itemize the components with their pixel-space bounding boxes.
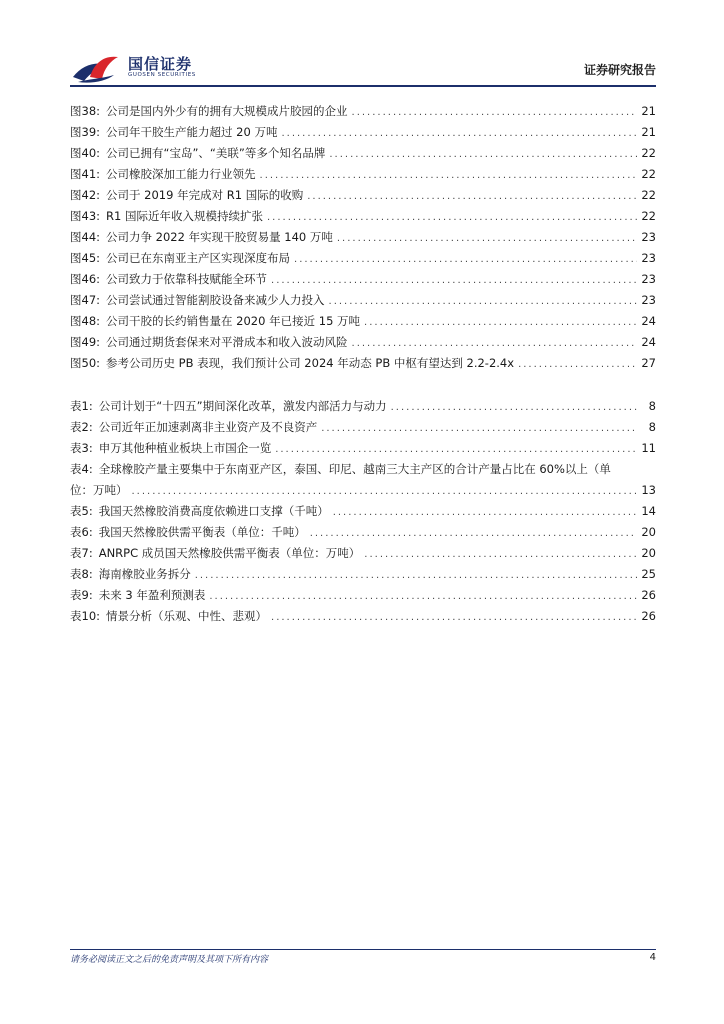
page-ref: 23 [641,293,656,307]
toc-figure-entry[interactable] [70,332,656,353]
table-number: 表9: [70,588,93,602]
toc-figure-entry[interactable] [70,311,656,332]
page-ref: 26 [641,609,656,623]
page-ref: 22 [641,209,656,223]
figure-number: 图38: [70,104,101,118]
footer-divider [70,949,656,950]
table-title-continued: 位：万吨） [70,483,128,497]
page-ref: 22 [641,167,656,181]
toc-table-entry[interactable] [70,543,656,564]
toc-figure-entry[interactable] [70,269,656,290]
table-title: 公司计划于“十四五”期间深化改革，激发内部活力与动力 [98,399,387,413]
dot-leader [337,228,638,249]
table-title: 全球橡胶产量主要集中于东南亚产区，泰国、印尼、越南三大主产区的合计产量占比在 60%以上（单 [98,462,611,476]
figure-list [70,101,656,374]
page-ref: 23 [641,272,656,286]
dot-leader [281,123,637,144]
toc-figure-entry[interactable] [70,206,656,227]
figure-title: 公司通过期货套保来对平滑成本和收入波动风险 [106,335,348,349]
figure-title: 公司已拥有“宝岛”、“美联”等多个知名品牌 [106,146,326,160]
figure-number: 图49: [70,335,101,349]
dot-leader [195,565,638,586]
dot-leader [294,249,637,270]
table-title: 申万其他种植业板块上市国企一览 [98,441,272,455]
logo-chinese-name: 国信证券 [128,55,193,73]
page-ref: 25 [641,567,656,581]
page-ref: 27 [641,356,656,370]
page-ref: 21 [641,104,656,118]
page-ref: 22 [641,188,656,202]
dot-leader [518,354,637,375]
table-number: 表1: [70,399,93,413]
footer-disclaimer: 请务必阅读正文之后的免责声明及其项下所有内容 [70,955,269,965]
page-ref: 13 [641,483,656,497]
figure-title: 参考公司历史 PB 表现，我们预计公司 2024 年动态 PB 中枢有望达到 2.2-2.4x [106,356,515,370]
dot-leader [364,312,637,333]
table-number: 表2: [70,420,93,434]
page-ref: 8 [648,420,656,434]
figure-number: 图44: [70,230,101,244]
page-ref: 23 [641,251,656,265]
toc-figure-entry[interactable] [70,290,656,311]
guosen-logo-icon [70,51,122,85]
toc-figure-entry[interactable] [70,122,656,143]
page-ref: 23 [641,230,656,244]
table-number: 表10: [70,609,101,623]
page-ref: 24 [641,314,656,328]
toc-table-entry[interactable] [70,501,656,522]
dot-leader [352,333,638,354]
dot-leader [321,418,638,439]
table-number: 表4: [70,462,93,476]
figure-title: 公司致力于依靠科技赋能全环节 [106,272,268,286]
figure-number: 图50: [70,356,101,370]
toc-table-entry[interactable] [70,396,656,417]
toc-table-entry[interactable] [70,564,656,585]
figure-number: 图46: [70,272,101,286]
dot-leader [271,607,637,628]
dot-leader [364,544,637,565]
toc-figure-entry[interactable] [70,227,656,248]
page-ref: 21 [641,125,656,139]
toc-figure-entry[interactable] [70,101,656,122]
figure-title: 公司橡胶深加工能力行业领先 [106,167,256,181]
logo-english-name: GUOSEN SECURITIES [128,72,196,78]
table-title: 公司近年正加速剥离非主业资产及不良资产 [98,420,318,434]
dot-leader [132,481,638,502]
toc-figure-entry[interactable] [70,164,656,185]
dot-leader [209,586,637,607]
dot-leader [307,186,637,207]
table-list [70,396,656,627]
figure-number: 图42: [70,188,101,202]
toc-figure-entry[interactable] [70,248,656,269]
toc-table-entry[interactable] [70,606,656,627]
figure-title: 公司于 2019 年完成对 R1 国际的收购 [106,188,304,202]
table-number: 表7: [70,546,93,560]
toc-table-entry[interactable] [70,522,656,543]
dot-leader [333,502,638,523]
figure-number: 图41: [70,167,101,181]
toc-table-entry[interactable] [70,417,656,438]
figure-title: 公司已在东南亚主产区实现深度布局 [106,251,291,265]
dot-leader [310,523,638,544]
table-number: 表3: [70,441,93,455]
header-divider [70,85,656,87]
page-ref: 20 [641,546,656,560]
table-title: ANRPC 成员国天然橡胶供需平衡表（单位：万吨） [98,546,361,560]
toc-table-entry[interactable] [70,585,656,606]
figure-number: 图48: [70,314,101,328]
figure-number: 图45: [70,251,101,265]
dot-leader [329,291,638,312]
page-ref: 14 [641,504,656,518]
page-ref: 26 [641,588,656,602]
table-number: 表5: [70,504,93,518]
figure-title: 公司尝试通过智能割胶设备来减少人力投入 [106,293,325,307]
page-header [70,50,656,86]
page-ref: 24 [641,335,656,349]
page-ref: 20 [641,525,656,539]
figure-title: 公司年干胶生产能力超过 20 万吨 [106,125,278,139]
figure-title: 公司干胶的长约销售量在 2020 年已接近 15 万吨 [106,314,361,328]
page-ref: 8 [648,399,656,413]
figure-number: 图40: [70,146,101,160]
report-type-label: 证券研究报告 [583,63,656,77]
figure-number: 图39: [70,125,101,139]
page-number: 4 [649,952,656,963]
toc-table-entry[interactable] [70,438,656,459]
dot-leader [271,270,637,291]
dot-leader [352,102,638,123]
page-ref: 22 [641,146,656,160]
table-title: 情景分析（乐观、中性、悲观） [106,609,268,623]
dot-leader [391,397,638,418]
toc-figure-entry[interactable] [70,185,656,206]
figure-title: 公司力争 2022 年实现干胶贸易量 140 万吨 [106,230,333,244]
figure-number: 图43: [70,209,101,223]
toc-figure-entry[interactable] [70,143,656,164]
table-number: 表6: [70,525,93,539]
figure-title: R1 国际近年收入规模持续扩张 [106,209,263,223]
figure-title: 公司是国内外少有的拥有大规模成片胶园的企业 [106,104,348,118]
toc-table-entry[interactable] [70,459,656,501]
toc-figure-entry[interactable] [70,353,656,374]
dot-leader [260,165,638,186]
dot-leader [275,439,637,460]
table-title: 我国天然橡胶消费高度依赖进口支撑（千吨） [98,504,329,518]
page-ref: 11 [641,441,656,455]
dot-leader [267,207,637,228]
table-title: 我国天然橡胶供需平衡表（单位：千吨） [98,525,306,539]
table-number: 表8: [70,567,93,581]
table-title: 海南橡胶业务拆分 [98,567,191,581]
dot-leader [329,144,637,165]
table-title: 未来 3 年盈利预测表 [98,588,206,602]
figure-number: 图47: [70,293,101,307]
